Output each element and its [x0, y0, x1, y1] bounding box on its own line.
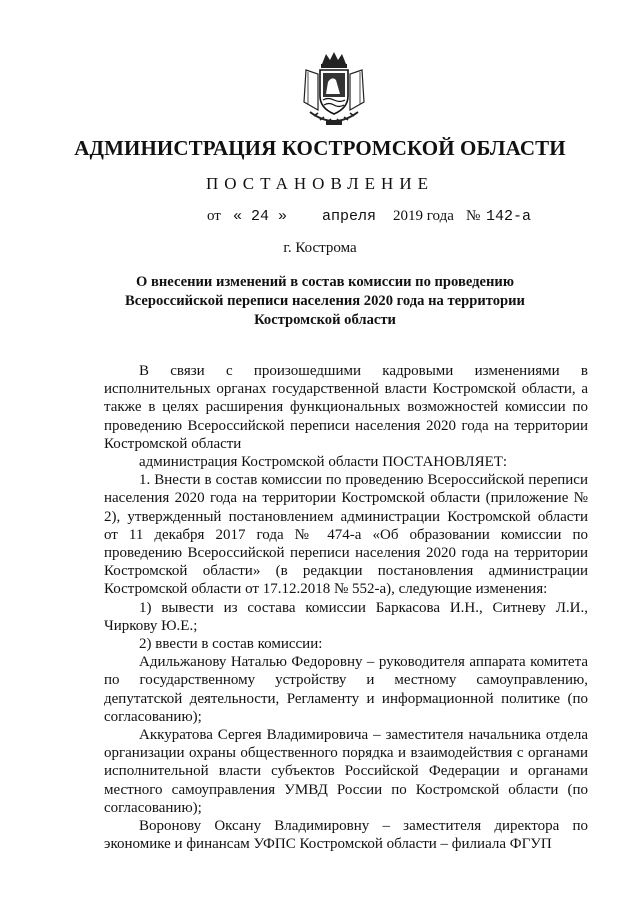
- paragraph: В связи с произошедшими кадровыми изменениями в исполнительных органах государственной власти Костромской области, а также в целях расширения функциональных возможностей комиссии по проведению Всероссийской переписи населения 2020 года на территории Костромской области: [104, 363, 588, 452]
- date-day: « 24 »: [233, 208, 288, 225]
- document-number: 142-а: [486, 208, 532, 225]
- paragraph: Воронову Оксану Владимировну – заместителя директора по экономике и финансам УФПС Костромской области – филиала ФГУП: [104, 818, 588, 853]
- document-title: О внесении изменений в состав комиссии по проведению Всероссийской переписи населения 2020 года на территории Костромской области: [125, 274, 525, 328]
- document-body: [104, 362, 588, 853]
- city: г. Кострома: [283, 240, 357, 256]
- document-type: ПОСТАНОВЛЕНИЕ: [205, 174, 434, 193]
- date-month: апреля: [322, 208, 377, 225]
- date-prefix: от: [207, 208, 221, 224]
- date-year: 2019 года: [393, 208, 454, 224]
- paragraph: Адильжанову Наталью Федоровну – руководителя аппарата комитета по государственному устройству и местному самоуправлению, депутатской деятельности, Регламенту и информационной политике (по согласованию);: [104, 654, 588, 725]
- number-sign: №: [466, 208, 481, 224]
- organization-name: АДМИНИСТРАЦИЯ КОСТРОМСКОЙ ОБЛАСТИ: [74, 136, 566, 160]
- paragraph: администрация Костромской области ПОСТАНОВЛЯЕТ:: [139, 454, 508, 471]
- paragraph: 2) ввести в состав комиссии:: [139, 636, 323, 653]
- paragraph: 1) вывести из состава комиссии Баркасова И.Н., Ситневу Л.И., Чиркову Ю.Е.;: [104, 599, 588, 634]
- paragraph: 1. Внести в состав комиссии по проведению Всероссийской переписи населения 2020 года на территории Костромской области (приложение № 2), утвержденный постановлением администрации Костромской области от 11 декабря 2017 года № 474-а «Об образовании комиссии по проведению Всероссийской переписи населения 2020 года на территории Костромской области» (в редакции постановления администрации Костромской области от 17.12.2018 № 552-а), следующие изменения:: [104, 472, 588, 598]
- coat-of-arms-emblem: [296, 50, 372, 130]
- paragraph: Аккуратова Сергея Владимировича – заместителя начальника отдела организации охраны общественного порядка и взаимодействия с органами исполнительной власти субъектов Российской Федерации и органами местного самоуправления УМВД России по Костромской области (по согласованию);: [104, 727, 588, 816]
